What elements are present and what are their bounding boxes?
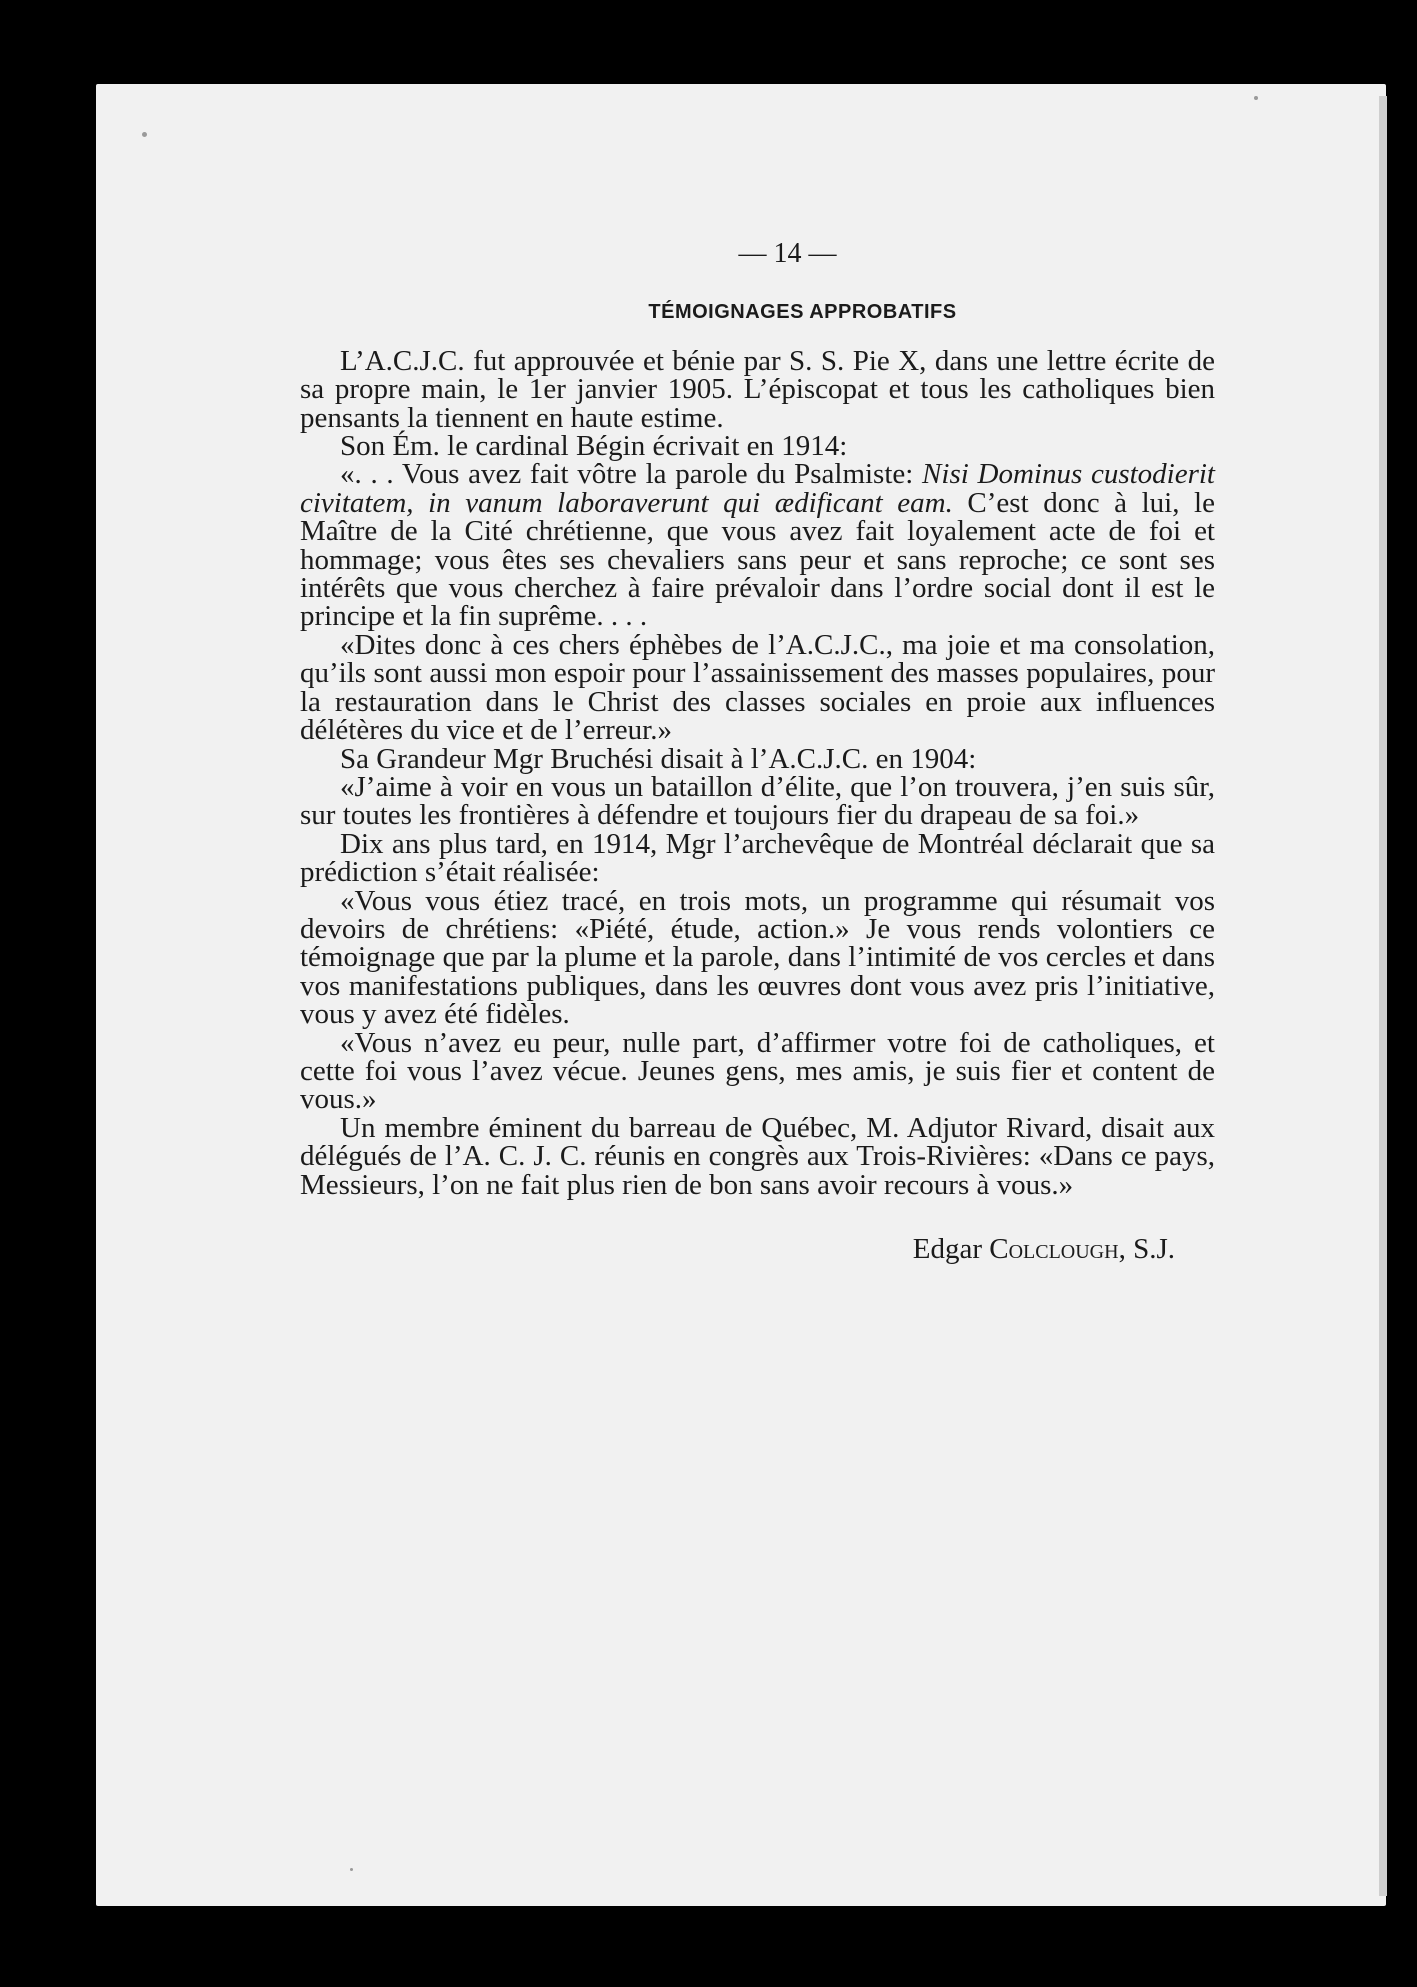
paragraph: Un membre éminent du barreau de Québec, M. Adjutor Rivard, disait aux délégués de l’A. C. J. C. réunis en congrès aux Trois-Rivières: «Dans ce pays, Messieurs, l’on ne fait plus rien de bon sans avoir recours à vous.» xyxy=(300,1111,1215,1201)
page-edge xyxy=(1379,96,1387,1896)
author-first-name: Edgar xyxy=(912,1233,982,1265)
paragraph: Son Ém. le cardinal Bégin écrivait en 1914: xyxy=(340,430,848,463)
quote-text: «. . . Vous avez fait vôtre la parole du Psalmiste: xyxy=(340,458,923,491)
paragraph: Sa Grandeur Mgr Bruchési disait à l’A.C.J.C. en 1904: xyxy=(340,742,977,775)
dust-speck xyxy=(1254,96,1258,100)
document-body xyxy=(300,240,1215,1263)
author-signature xyxy=(300,1235,1215,1263)
paragraph: «Dites donc à ces chers éphèbes de l’A.C.J.C., ma joie et ma consolation, qu’ils sont aussi mon espoir pour l’assainissement des masses populaires, pour la restauration dans le Christ des classes sociales en proie aux influences délétères du vice et de l’erreur.» xyxy=(300,628,1215,747)
dust-speck xyxy=(350,1868,353,1871)
paragraph: Dix ans plus tard, en 1914, Mgr l’archevêque de Montréal déclarait que sa prédiction s’était réalisée: xyxy=(300,827,1215,889)
dust-speck xyxy=(142,132,147,137)
paragraph-latin-quote xyxy=(300,458,1215,633)
author-surname: Colclough xyxy=(989,1233,1119,1265)
page-number: — 14 — xyxy=(738,238,837,269)
quote-text: C’est donc à lui, le Maître de la Cité chrétienne, que vous avez fait loyalement acte de foi et hommage; vous êtes ses chevaliers sans peur et sans reproche; ce sont ses intérêts que vous cherchez à faire prévaloir dans l’ordre social dont il est le principe et la fin suprême. . . . xyxy=(300,486,1215,633)
paragraph: «Vous n’avez eu peur, nulle part, d’affirmer votre foi de catholiques, et cette foi vous l’avez vécue. Jeunes gens, mes amis, je suis fier et content de vous.» xyxy=(300,1026,1215,1116)
section-heading: TÉMOIGNAGES APPROBATIFS xyxy=(648,301,957,324)
paragraph: L’A.C.J.C. fut approuvée et bénie par S. S. Pie X, dans une lettre écrite de sa propre main, le 1er janvier 1905. L’épiscopat et tous les catholiques bien pensants la tiennent en haute estime. xyxy=(300,344,1215,434)
latin-citation: Nisi Dominus custodierit civitatem, in vanum laboraverunt qui ædificant eam. xyxy=(300,458,1215,519)
author-suffix: , S.J. xyxy=(1118,1233,1175,1265)
paragraph: «J’aime à voir en vous un bataillon d’élite, que l’on trouvera, j’en suis sûr, sur toutes les frontières à défendre et toujours fier du drapeau de sa foi.» xyxy=(300,770,1215,832)
paragraph: «Vous vous étiez tracé, en trois mots, un programme qui résumait vos devoirs de chrétiens: «Piété, étude, action.» Je vous rends volontiers ce témoignage que par la plume et la parole, dans l’intimité de vos cercles et dans vos manifestations publiques, dans les œuvres dont vous avez pris l’initiative, vous y avez été fidèles. xyxy=(300,884,1215,1031)
